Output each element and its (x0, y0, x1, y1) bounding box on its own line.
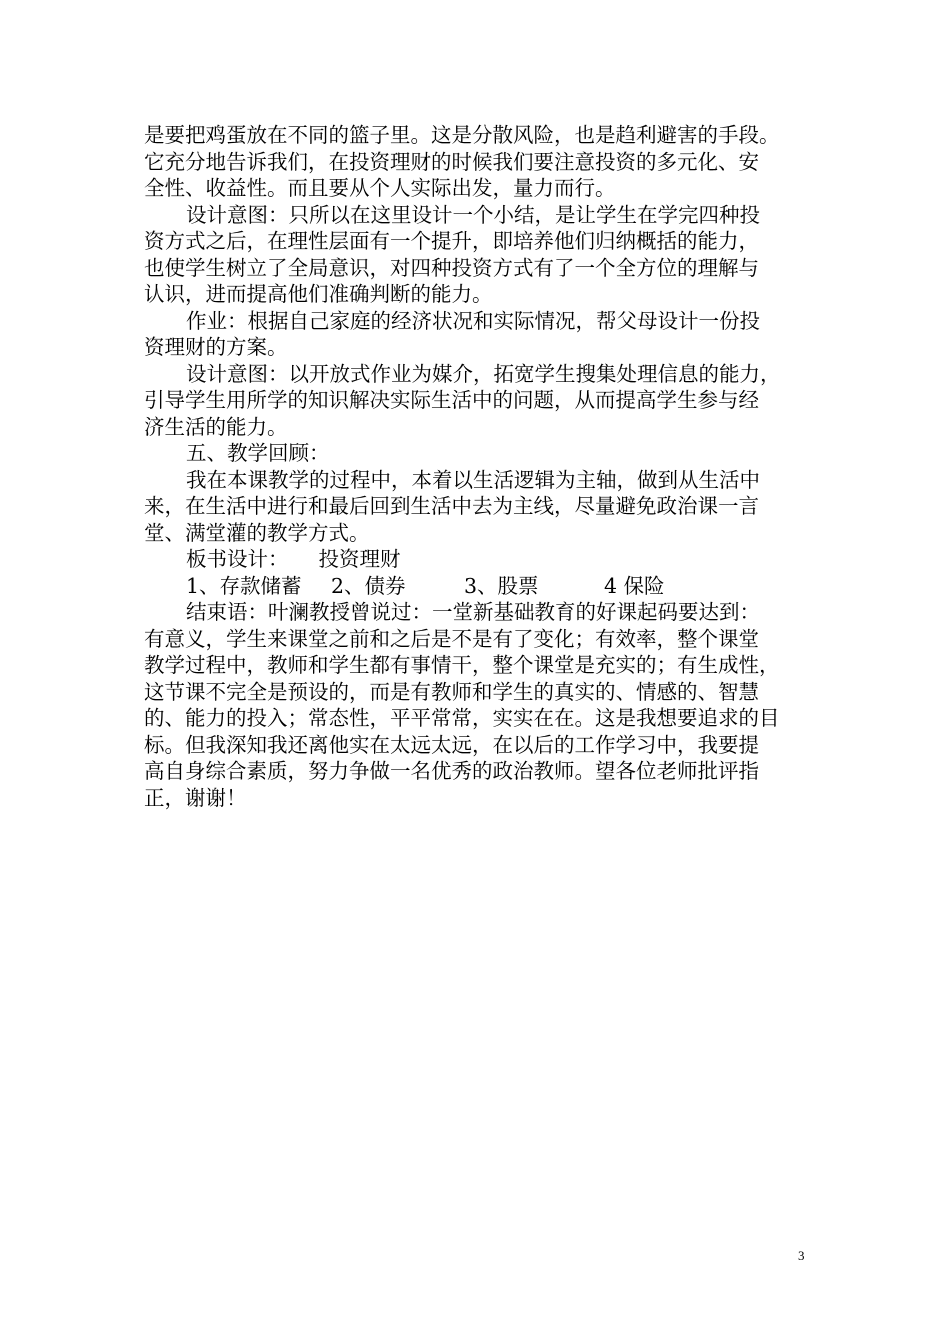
page-number: 3 (798, 1248, 805, 1263)
paragraph-line: 它充分地告诉我们，在投资理财的时候我们要注意投资的多元化、安 (144, 149, 759, 174)
paragraph-line: 我在本课教学的过程中，本着以生活逻辑为主轴，做到从生活中 (186, 467, 760, 492)
board-item: 3、股票 (464, 573, 539, 598)
paragraph-line: 资方式之后，在理性层面有一个提升，即培养他们归纳概括的能力， (144, 229, 759, 253)
board-item: 4 保险 (604, 573, 665, 598)
board-design-title: 投资理财 (318, 547, 401, 571)
paragraph-line: 全性、收益性。而且要从个人实际出发，量力而行。 (144, 176, 616, 200)
closing-line: 教学过程中，教师和学生都有事情干，整个课堂是充实的；有生成性， (144, 653, 780, 677)
paragraph-line: 资理财的方案。 (144, 335, 288, 359)
closing-line: 这节课不完全是预设的，而是有教师和学生的真实的、情感的、智慧 (144, 679, 759, 704)
paragraph-line: 引导学生用所学的知识解决实际生活中的问题，从而提高学生参与经 (144, 388, 759, 412)
paragraph-line: 是要把鸡蛋放在不同的篮子里。这是分散风险，也是趋利避害的手段。 (144, 123, 780, 147)
closing-line: 有意义，学生来课堂之前和之后是不是有了变化；有效率，整个课堂 (144, 626, 759, 651)
paragraph-line: 认识，进而提高他们准确判断的能力。 (144, 282, 493, 306)
closing-line: 正，谢谢！ (144, 785, 247, 810)
section-heading: 五、教学回顾： (186, 441, 330, 465)
board-item: 1、存款储蓄 (186, 573, 302, 598)
closing-line: 结束语：叶澜教授曾说过：一堂新基础教育的好课起码要达到： (186, 600, 760, 624)
board-design-label: 板书设计： (186, 547, 289, 571)
document-body (144, 122, 824, 811)
paragraph-line: 设计意图：以开放式作业为媒介，拓宽学生搜集处理信息的能力， (186, 361, 781, 386)
paragraph-line: 堂、满堂灌的教学方式。 (144, 520, 370, 545)
closing-line: 的、能力的投入；常态性，平平常常，实实在在。这是我想要追求的目 (144, 706, 780, 730)
paragraph-line: 也使学生树立了全局意识，对四种投资方式有了一个全方位的理解与 (144, 255, 759, 280)
closing-line: 高自身综合素质，努力争做一名优秀的政治教师。望各位老师批评指 (144, 759, 759, 783)
closing-line: 标。但我深知我还离他实在太远太远，在以后的工作学习中，我要提 (144, 732, 759, 757)
board-design-line (144, 546, 824, 573)
paragraph-line: 来，在生活中进行和最后回到生活中去为主线，尽量避免政治课一言 (144, 494, 759, 518)
board-item: 2、债券 (331, 573, 406, 598)
paragraph-line: 济生活的能力。 (144, 414, 288, 439)
paragraph-line: 设计意图：只所以在这里设计一个小结，是让学生在学完四种投 (186, 202, 760, 227)
paragraph-line: 作业：根据自己家庭的经济状况和实际情况，帮父母设计一份投 (186, 308, 760, 333)
board-items-line (144, 573, 824, 600)
